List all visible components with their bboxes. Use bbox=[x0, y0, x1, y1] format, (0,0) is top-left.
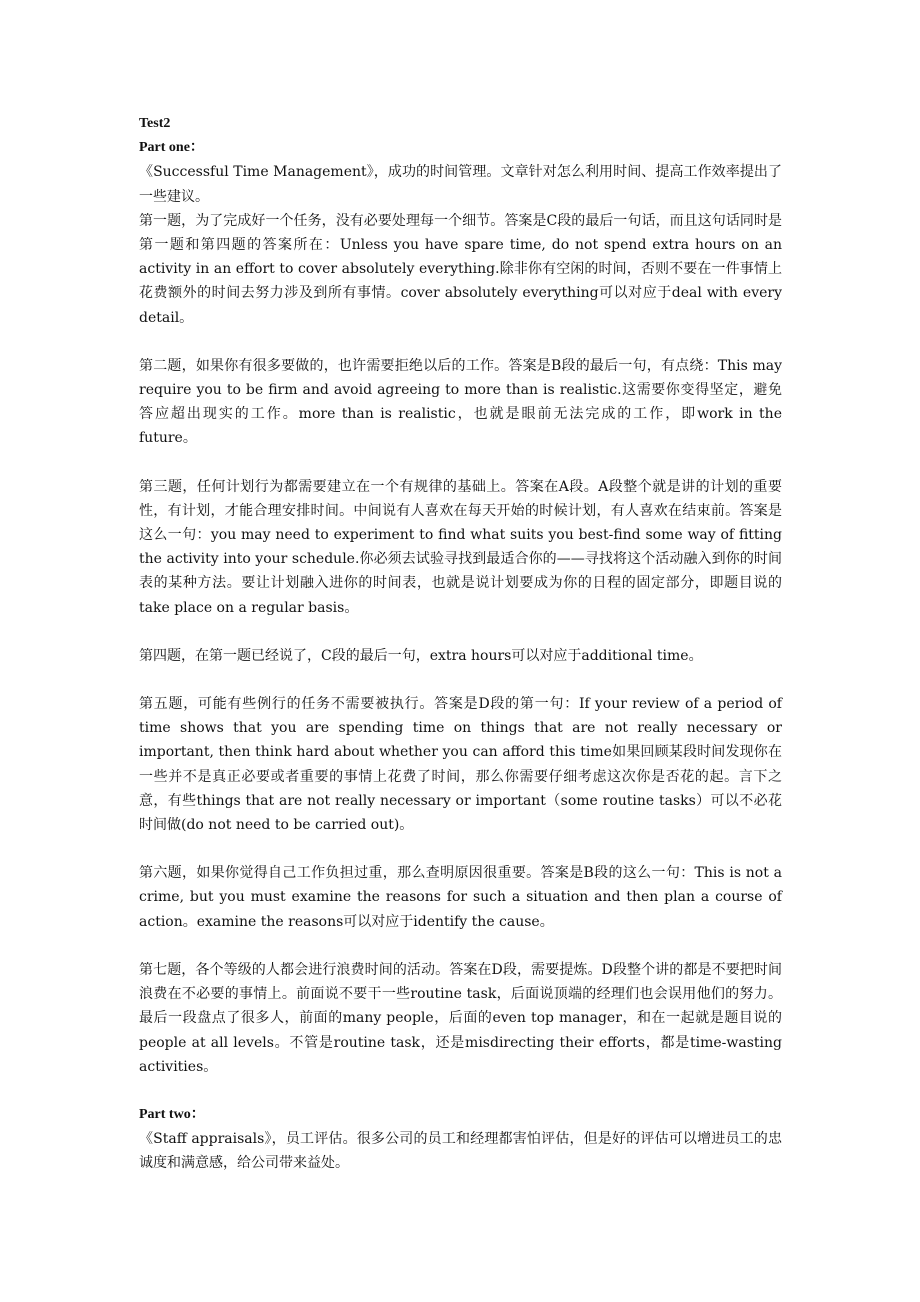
part-two-heading: Part two： bbox=[139, 1106, 205, 1122]
question-3-paragraph: 第三题，任何计划行为都需要建立在一个有规律的基础上。答案在A段。A段整个就是讲的计划的重要性，有计划，才能合理安排时间。中间说有人喜欢在每天开始的时候计划，有人喜欢在结束前。答案是这么一句：you may need to experiment to find what suits you best-find some way of fitting the activity into your schedule.你必须去试验寻找到最适合你的——寻找将这个活动融入到你的时间表的某种方法。要让计划融入进你的时间表，也就是说计划要成为你的日程的固定部分，即题目说的take place on a regular basis。 bbox=[139, 478, 782, 616]
part-one-intro: 《Successful Time Management》，成功的时间管理。文章针对怎么利用时间、提高工作效率提出了一些建议。 bbox=[139, 164, 782, 205]
question-1-paragraph: 第一题，为了完成好一个任务，没有必要处理每一个细节。答案是C段的最后一句话，而且这句话同时是第一题和第四题的答案所在：Unless you have spare time, do not spend extra hours on an activity in an effort to cover absolutely everything.除非你有空闲的时间，否则不要在一件事情上花费额外的时间去努力涉及到所有事情。cover absolutely everything可以对应于deal with every detail。 bbox=[139, 212, 782, 326]
part-one-heading: Part one： bbox=[139, 140, 204, 156]
question-4-paragraph: 第四题，在第一题已经说了，C段的最后一句，extra hours可以对应于additional time。 bbox=[139, 647, 703, 664]
question-6-paragraph: 第六题，如果你觉得自己工作负担过重，那么查明原因很重要。答案是B段的这么一句：This is not a crime, but you must examine the reasons for such a situation and then plan a course of action。examine the reasons可以对应于identify the cause。 bbox=[139, 865, 782, 930]
question-7-paragraph: 第七题，各个等级的人都会进行浪费时间的活动。答案在D段，需要提炼。D段整个讲的都是不要把时间浪费在不必要的事情上。前面说不要干一些routine task，后面说顶端的经理们也会误用他们的努力。最后一段盘点了很多人，前面的many people，后面的even top manager，和在一起就是题目说的people at all levels。不管是routine task，还是misdirecting their efforts，都是time-wasting activities。 bbox=[139, 961, 782, 1075]
question-2-paragraph: 第二题，如果你有很多要做的，也许需要拒绝以后的工作。答案是B段的最后一句，有点绕：This may require you to be firm and avoid agreeing to more than is realistic.这需要你变得坚定，避免答应超出现实的工作。more than is realistic，也就是眼前无法完成的工作，即work in the future。 bbox=[139, 357, 782, 447]
document-title: Test2 bbox=[139, 116, 171, 131]
document-body bbox=[139, 112, 782, 1176]
question-5-paragraph: 第五题，可能有些例行的任务不需要被执行。答案是D段的第一句：If your review of a period of time shows that you are spending time on things that are not really necessary or important, then think hard about whether you can afford this time如果回顾某段时间发现你在一些并不是真正必要或者重要的事情上花费了时间，那么你需要仔细考虑这次你是否花的起。言下之意，有些things that are not really necessary or important（some routine tasks）可以不必花时间做(do not need to be carried out)。 bbox=[139, 696, 782, 834]
part-two-intro: 《Staff appraisals》，员工评估。很多公司的员工和经理都害怕评估，但是好的评估可以增进员工的忠诚度和满意感，给公司带来益处。 bbox=[139, 1131, 782, 1172]
